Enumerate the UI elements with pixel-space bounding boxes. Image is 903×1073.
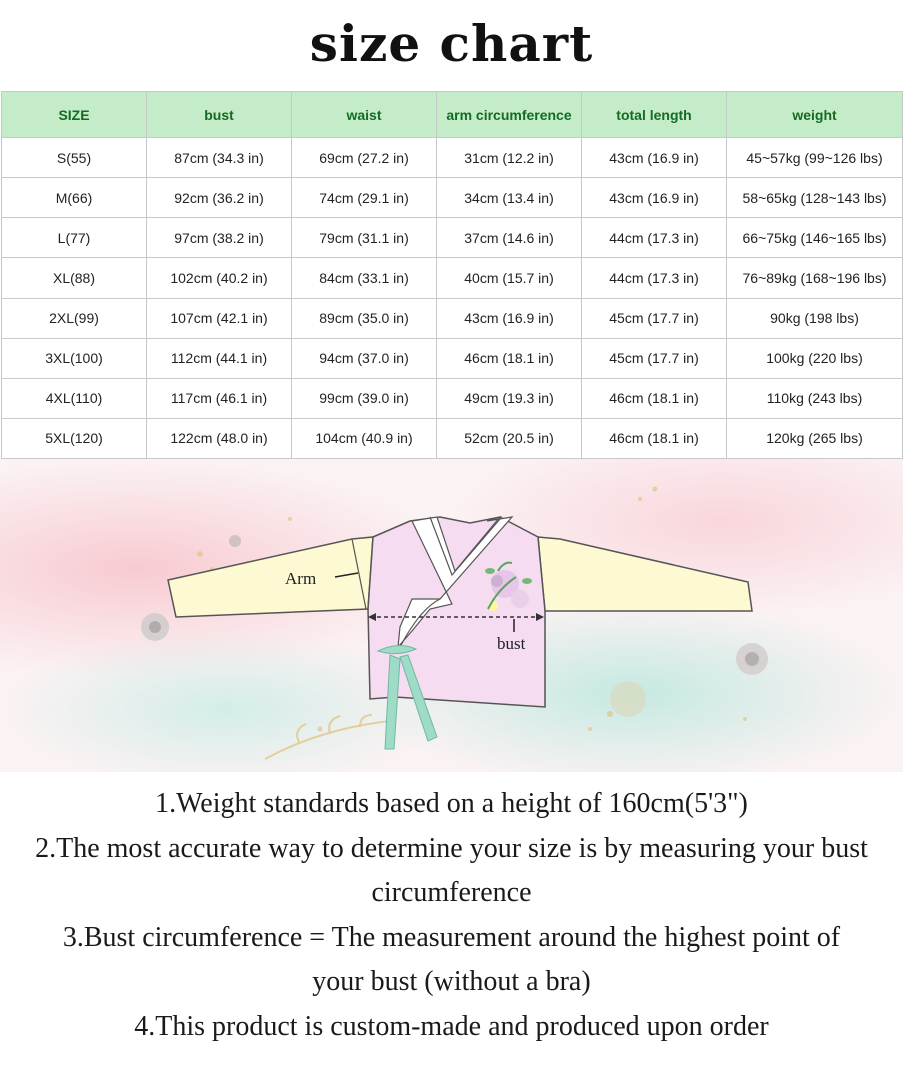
illustration-canvas	[0, 459, 903, 772]
column-header-size: SIZE	[2, 92, 147, 138]
bust-label: bust	[497, 634, 526, 653]
cell-total-length: 45cm (17.7 in)	[582, 298, 727, 338]
cell-total-length: 43cm (16.9 in)	[582, 138, 727, 178]
cell-size: 2XL(99)	[2, 298, 147, 338]
table-row	[2, 298, 903, 338]
cell-arm-circumference: 52cm (20.5 in)	[437, 418, 582, 458]
cell-arm-circumference: 49cm (19.3 in)	[437, 378, 582, 418]
cell-arm-circumference: 40cm (15.7 in)	[437, 258, 582, 298]
cell-weight: 120kg (265 lbs)	[727, 418, 903, 458]
cell-waist: 79cm (31.1 in)	[292, 218, 437, 258]
cell-arm-circumference: 34cm (13.4 in)	[437, 178, 582, 218]
cell-bust: 107cm (42.1 in)	[147, 298, 292, 338]
size-notes	[0, 782, 903, 1049]
note-4: 4.This product is custom-made and produced upon order	[134, 1010, 769, 1042]
cell-weight: 110kg (243 lbs)	[727, 378, 903, 418]
cell-waist: 94cm (37.0 in)	[292, 338, 437, 378]
cell-bust: 97cm (38.2 in)	[147, 218, 292, 258]
cell-weight: 45~57kg (99~126 lbs)	[727, 138, 903, 178]
cell-bust: 122cm (48.0 in)	[147, 418, 292, 458]
cell-total-length: 44cm (17.3 in)	[582, 218, 727, 258]
column-header-bust: bust	[147, 92, 292, 138]
note-1: 1.Weight standards based on a height of 160cm(5'3")	[155, 788, 748, 819]
note-2: 2.The most accurate way to determine your size is by measuring your bust circumference	[35, 832, 868, 908]
cell-total-length: 44cm (17.3 in)	[582, 258, 727, 298]
cell-arm-circumference: 31cm (12.2 in)	[437, 138, 582, 178]
cell-weight: 100kg (220 lbs)	[727, 338, 903, 378]
table-row	[2, 178, 903, 218]
table-row	[2, 138, 903, 178]
cell-waist: 74cm (29.1 in)	[292, 178, 437, 218]
column-header-total-length: total length	[582, 92, 727, 138]
table-row	[2, 338, 903, 378]
cell-weight: 76~89kg (168~196 lbs)	[727, 258, 903, 298]
cell-bust: 87cm (34.3 in)	[147, 138, 292, 178]
cell-arm-circumference: 46cm (18.1 in)	[437, 338, 582, 378]
cell-arm-circumference: 43cm (16.9 in)	[437, 298, 582, 338]
cell-total-length: 45cm (17.7 in)	[582, 338, 727, 378]
cell-size: 3XL(100)	[2, 338, 147, 378]
cell-waist: 69cm (27.2 in)	[292, 138, 437, 178]
garment-illustration	[0, 459, 903, 772]
cell-size: L(77)	[2, 218, 147, 258]
cell-weight: 58~65kg (128~143 lbs)	[727, 178, 903, 218]
cell-size: S(55)	[2, 138, 147, 178]
cell-size: 5XL(120)	[2, 418, 147, 458]
cell-bust: 112cm (44.1 in)	[147, 338, 292, 378]
table-row	[2, 418, 903, 458]
cell-weight: 90kg (198 lbs)	[727, 298, 903, 338]
cell-size: M(66)	[2, 178, 147, 218]
table-header-row	[2, 92, 903, 138]
cell-waist: 89cm (35.0 in)	[292, 298, 437, 338]
table-row	[2, 258, 903, 298]
column-header-weight: weight	[727, 92, 903, 138]
cell-size: 4XL(110)	[2, 378, 147, 418]
table-body	[2, 138, 903, 459]
page-title: size chart	[309, 14, 594, 73]
column-header-arm-circumference: arm circumference	[437, 92, 582, 138]
cell-arm-circumference: 37cm (14.6 in)	[437, 218, 582, 258]
cell-bust: 92cm (36.2 in)	[147, 178, 292, 218]
size-table	[1, 91, 903, 459]
cell-waist: 99cm (39.0 in)	[292, 378, 437, 418]
cell-bust: 117cm (46.1 in)	[147, 378, 292, 418]
cell-bust: 102cm (40.2 in)	[147, 258, 292, 298]
table-row	[2, 378, 903, 418]
note-3: 3.Bust circumference = The measurement around the highest point of your bust (without a bra)	[62, 921, 841, 997]
cell-total-length: 46cm (18.1 in)	[582, 378, 727, 418]
cell-weight: 66~75kg (146~165 lbs)	[727, 218, 903, 258]
cell-total-length: 43cm (16.9 in)	[582, 178, 727, 218]
cell-waist: 84cm (33.1 in)	[292, 258, 437, 298]
cell-size: XL(88)	[2, 258, 147, 298]
arm-label: Arm	[285, 569, 317, 588]
table-row	[2, 218, 903, 258]
column-header-waist: waist	[292, 92, 437, 138]
cell-waist: 104cm (40.9 in)	[292, 418, 437, 458]
cell-total-length: 46cm (18.1 in)	[582, 418, 727, 458]
